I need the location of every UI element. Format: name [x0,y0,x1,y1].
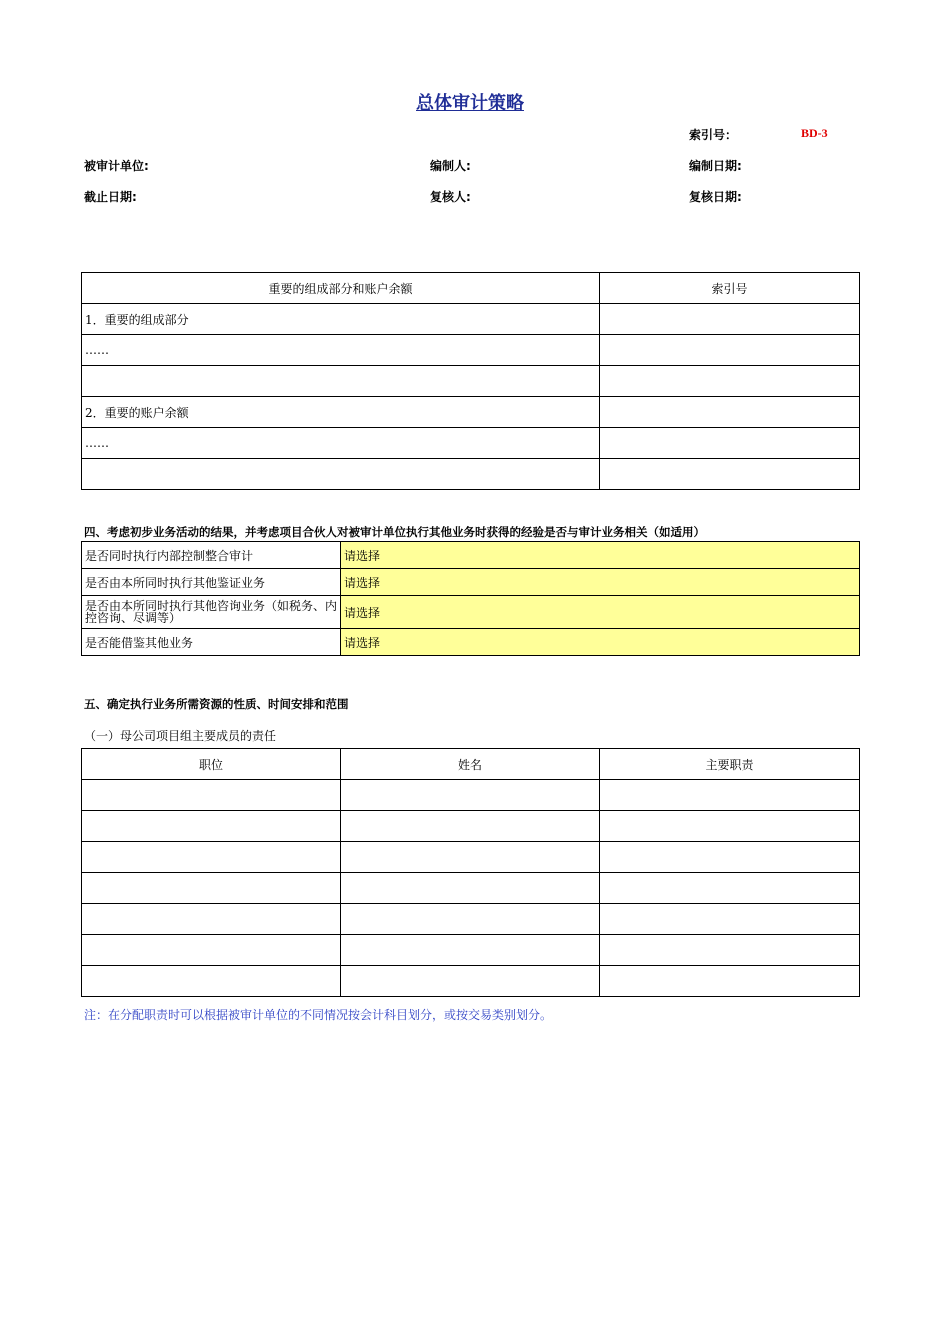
table-cell[interactable] [600,428,860,459]
column-header: 职位 [82,749,341,780]
table-row [82,966,860,997]
table-cell[interactable] [341,935,600,966]
table-cell[interactable] [600,366,860,397]
table-cell[interactable] [600,459,860,490]
table-cell[interactable] [82,366,600,397]
table-row [82,596,860,629]
table-row [82,904,860,935]
table-row [82,935,860,966]
column-header: 重要的组成部分和账户余额 [82,273,600,304]
page-title: 总体审计策略 [416,93,524,114]
table-cell[interactable] [600,873,860,904]
table-cell[interactable] [341,811,600,842]
cutoff-date-label: 截止日期: [84,190,137,204]
table-cell[interactable] [82,459,600,490]
table-cell[interactable]: …… [82,428,600,459]
table-cell[interactable] [600,335,860,366]
table-cell[interactable] [600,904,860,935]
audited-entity-label: 被审计单位: [84,159,149,173]
table-row [82,629,860,656]
reviewer-label: 复核人: [430,190,471,204]
table-cell[interactable] [600,966,860,997]
table-row [82,780,860,811]
preliminary-activities-table [81,541,860,656]
table-row [82,842,860,873]
table-row [82,366,860,397]
answer-dropdown[interactable]: 请选择 [341,569,860,596]
question-cell: 是否由本所同时执行其他鉴证业务 [82,569,341,596]
table-cell[interactable] [82,935,341,966]
table-cell[interactable] [341,842,600,873]
section-5-title: 五、确定执行业务所需资源的性质、时间安排和范围 [84,697,349,711]
question-cell: 是否由本所同时执行其他咨询业务（如税务、内控咨询、尽调等） [82,596,341,629]
index-value: BD-3 [801,126,828,140]
table-cell[interactable] [600,842,860,873]
table-row [82,542,860,569]
table-row [82,397,860,428]
team-responsibilities-table [81,748,860,997]
table-row [82,335,860,366]
answer-dropdown[interactable]: 请选择 [341,542,860,569]
table-cell[interactable] [82,811,341,842]
table-cell[interactable] [82,873,341,904]
table-header-row [82,749,860,780]
section-5-subtitle: （一）母公司项目组主要成员的责任 [84,729,277,743]
table-header-row [82,273,860,304]
section-4-title: 四、考虑初步业务活动的结果，并考虑项目合伙人对被审计单位执行其他业务时获得的经验是否与审计业务相关（如适用） [84,525,705,539]
table-row [82,459,860,490]
table-cell[interactable] [82,904,341,935]
answer-dropdown[interactable]: 请选择 [341,596,860,629]
table-cell[interactable] [600,304,860,335]
table-cell[interactable] [600,397,860,428]
table-cell[interactable] [600,935,860,966]
table-row [82,428,860,459]
prepared-date-label: 编制日期: [689,159,742,173]
column-header: 索引号 [600,273,860,304]
table-cell[interactable] [341,780,600,811]
table-cell[interactable]: 1．重要的组成部分 [82,304,600,335]
review-date-label: 复核日期: [689,190,742,204]
answer-dropdown[interactable]: 请选择 [341,629,860,656]
table-cell[interactable] [600,780,860,811]
table-cell[interactable]: …… [82,335,600,366]
column-header: 姓名 [341,749,600,780]
table-cell[interactable] [341,904,600,935]
table-cell[interactable]: 2．重要的账户余额 [82,397,600,428]
index-label: 索引号： [689,128,738,142]
table-cell[interactable] [82,842,341,873]
components-accounts-table [81,272,860,490]
table-cell[interactable] [82,780,341,811]
allocation-note: 注：在分配职责时可以根据被审计单位的不同情况按会计科目划分，或按交易类别划分。 [84,1008,553,1022]
table-row [82,811,860,842]
table-cell[interactable] [341,966,600,997]
question-cell: 是否能借鉴其他业务 [82,629,341,656]
table-row [82,304,860,335]
column-header: 主要职责 [600,749,860,780]
preparer-label: 编制人: [430,159,471,173]
table-row [82,873,860,904]
table-cell[interactable] [82,966,341,997]
table-cell[interactable] [341,873,600,904]
table-row [82,569,860,596]
question-cell: 是否同时执行内部控制整合审计 [82,542,341,569]
table-cell[interactable] [600,811,860,842]
